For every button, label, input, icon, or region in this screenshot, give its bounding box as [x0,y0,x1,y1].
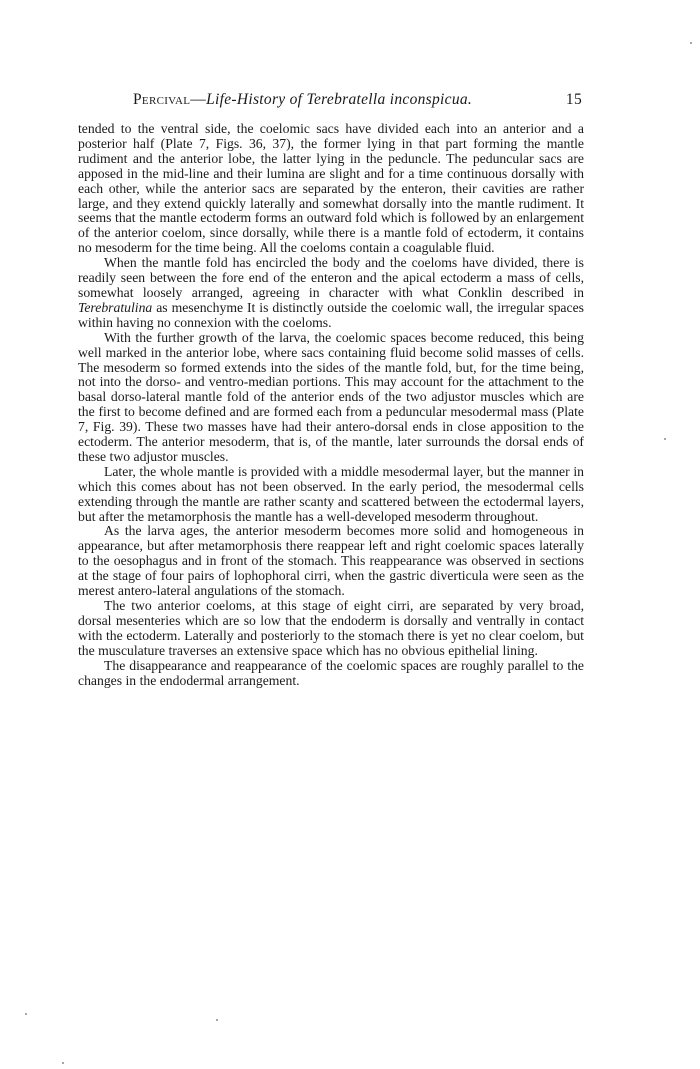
genus-name: Terebratulina [78,299,153,315]
page-number: 15 [565,91,582,108]
paragraph-5: As the larva ages, the anterior mesoderm becomes more solid and homogeneous in appearance, but after metamorphosis there reappear left and right coelomic spaces laterally to the oesophagus and in front of the stomach. This reappearance was observed in sections at the stage of four pairs of lophophoral cirri, when the gastric diverticula were seen as the merest antero-lateral angulations of the stomach. [78,523,584,599]
scan-speck [25,1013,27,1015]
paragraph-2: When the mantle fold has encircled the body and the coeloms have divided, there is readily seen between the fore end of the enteron and the apical ectoderm a mass of cells, somewhat loosely arranged, agreeing in character with what Conklin described in Terebratulina as mesenchyme It is distinctly outside the coelomic wall, the irregular spaces within having no connexion with the coeloms. [78,255,584,330]
article-title: Life-History of Terebratella inconspicua. [206,91,473,108]
scan-speck [62,1062,64,1064]
running-head-text [133,91,472,109]
scan-speck [690,42,692,44]
paragraph-6: The two anterior coeloms, at this stage of eight cirri, are separated by very broad, dorsal mesenteries which are so low that the endoderm is dorsally and ventrally in contact with the ectoderm. Laterally and posteriorly to the stomach there is yet no clear coelom, but the musculature traverses an extensive space which has no obvious epithelial lining. [78,598,584,658]
header-separator: — [190,91,207,108]
body-text [78,122,584,688]
paragraph-1: tended to the ventral side, the coelomic sacs have divided each into an anterior and a posterior half (Plate 7, Figs. 36, 37), the former lying in that part forming the mantle rudiment and the anterior lobe, the latter lying in the peduncle. The peduncular sacs are apposed in the mid-line and their lumina are slight and for a time continuous dorsally with each other, while the anterior sacs are separated by the enteron, their cavities are rather large, and they extend quickly laterally and somewhat dorsally into the mantle rudiment. It seems that the mantle ectoderm forms an outward fold which is followed by an enlargement of the anterior coelom, since dorsally, while there is a mantle fold of ectoderm, it contains no mesoderm for the time being. All the coeloms contain a coagulable fluid. [78,121,584,256]
paragraph-3: With the further growth of the larva, the coelomic spaces become reduced, this being well marked in the anterior lobe, where sacs containing fluid become solid masses of cells. The mesoderm so formed extends into the sides of the mantle fold, but, for the time being, not into the dorso- and ventro-median portions. This may account for the attachment to the basal dorso-lateral mantle fold of the anterior ends of the two adjustor muscles which are the first to become defined and are formed each from a peduncular mesodermal mass (Plate 7, Fig. 39). These two masses have had their antero-dorsal ends in close apposition to the ectoderm. The anterior mesoderm, that is, of the mantle, later surrounds the dorsal ends of these two adjustor muscles. [78,329,584,464]
author-name: Percival [133,91,191,108]
scan-speck [216,1019,218,1021]
running-header [78,91,594,113]
scan-speck [664,438,666,440]
paragraph-4: Later, the whole mantle is provided with a middle mesodermal layer, but the manner in which this comes about has not been observed. In the early period, the mesodermal cells extending through the mantle are rather scanty and scattered between the ectodermal layers, but after the metamorphosis the mantle has a well-developed mesoderm throughout. [78,463,584,524]
paragraph-7: The disappearance and reappearance of the coelomic spaces are roughly parallel to the changes in the endodermal arrangement. [78,657,584,688]
